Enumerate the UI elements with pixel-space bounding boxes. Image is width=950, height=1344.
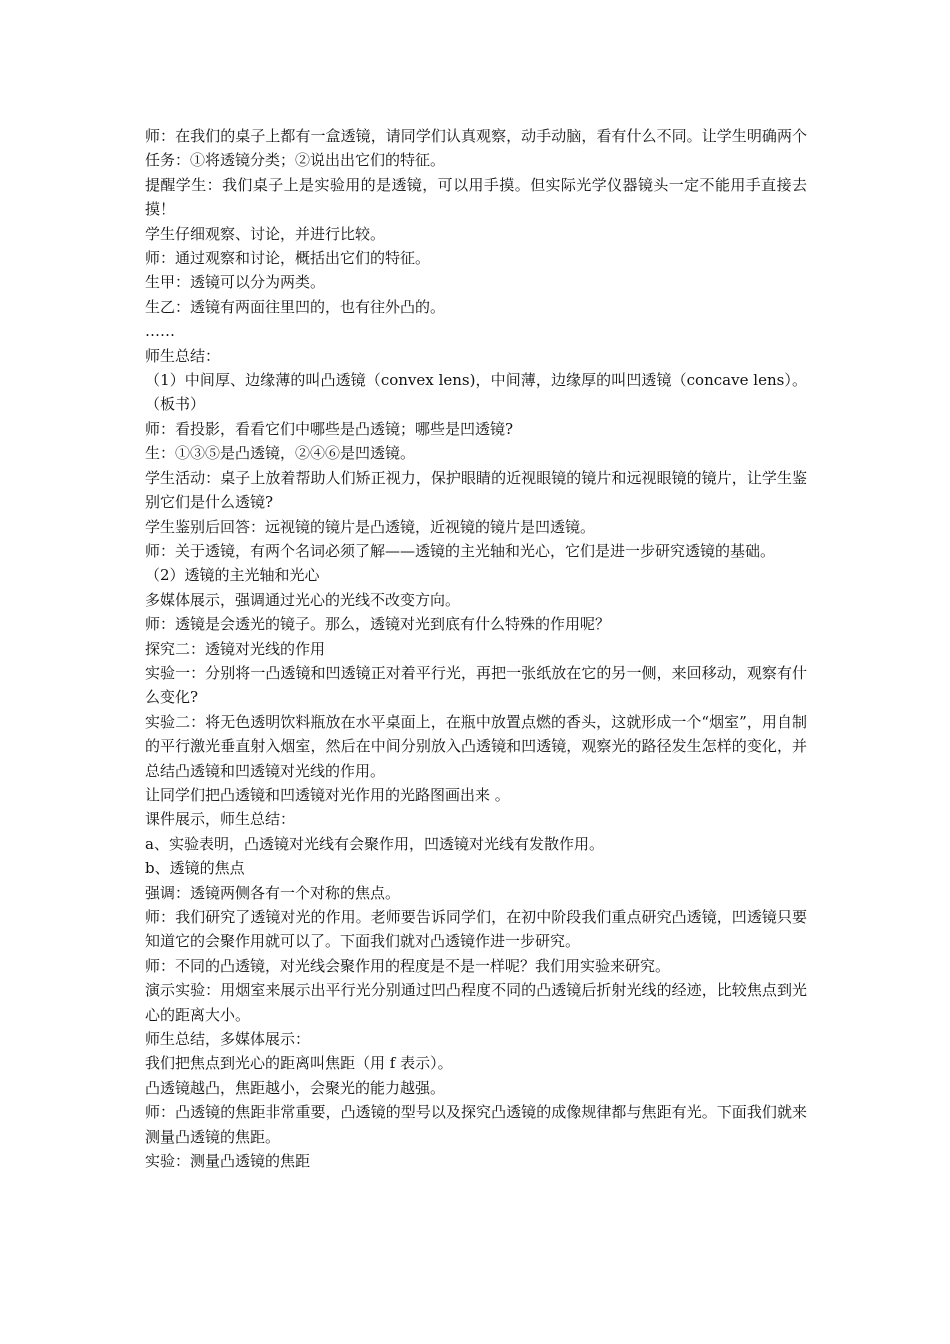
paragraph-ellipsis: …… [145, 322, 175, 341]
paragraph-student-activity: 学生活动：桌子上放着帮助人们矫正视力，保护眼睛的近视眼镜的镜片和远视眼镜的镜片，让学生鉴别它们是什么透镜? [145, 468, 807, 512]
paragraph-demo-experiment: 演示实验：用烟室来展示出平行光分别通过凹凸程度不同的凸透镜后折射光线的经迹，比较焦点到光心的距离大小。 [145, 981, 807, 1024]
paragraph-experiment-one: 实验一：分别将一凸透镜和凹透镜正对着平行光，再把一张纸放在它的另一侧，来回移动，观察有什么变化? [145, 663, 807, 707]
document-body [145, 124, 807, 1173]
paragraph-courseware-summary: 课件展示，师生总结： [145, 810, 296, 829]
paragraph-lens-question: 师：透镜是会透光的镜子。那么，透镜对光到底有什么特殊的作用呢？ [145, 615, 611, 634]
paragraph-conclusion-b: b、透镜的焦点 [145, 859, 245, 878]
paragraph-reminder: 提醒学生：我们桌子上是实验用的是透镜，可以用手摸。但实际光学仪器镜头一定不能用手直接去摸！ [145, 175, 807, 219]
paragraph-measure-experiment: 实验：测量凸透镜的焦距 [145, 1152, 311, 1171]
paragraph-lens-definition: （1）中间厚、边缘薄的叫凸透镜（convex lens)，中间薄，边缘厚的叫凹透镜（concave lens）。（板书） [145, 371, 807, 414]
paragraph-inquiry-two: 探究二：透镜对光线的作用 [145, 639, 326, 658]
paragraph-summarize-features: 师：通过观察和讨论，概括出它们的特征。 [145, 249, 431, 268]
paragraph-multimedia-summary: 师生总结，多媒体展示： [145, 1030, 311, 1049]
paragraph-summary-heading: 师生总结： [145, 346, 221, 365]
paragraph-multimedia-optical-center: 多媒体展示，强调通过光心的光线不改变方向。 [145, 590, 461, 609]
paragraph-focal-length-definition: 我们把焦点到光心的距离叫焦距（用 f 表示）。 [145, 1054, 453, 1073]
paragraph-focal-emphasis: 强调：透镜两侧各有一个对称的焦点。 [145, 883, 401, 902]
paragraph-teacher-intro: 师：在我们的桌子上都有一盒透镜，请同学们认真观察，动手动脑，看有什么不同。让学生明确两个任务：①将透镜分类；②说出出它们的特征。 [145, 127, 807, 170]
paragraph-convergence-question: 师：不同的凸透镜，对光线会聚作用的程度是不是一样呢？我们用实验来研究。 [145, 956, 671, 975]
paragraph-conclusion-a: a、实验表明，凸透镜对光线有会聚作用，凹透镜对光线有发散作用。 [145, 834, 604, 853]
paragraph-convex-strength: 凸透镜越凸，焦距越小，会聚光的能力越强。 [145, 1078, 446, 1097]
paragraph-axis-intro: 师：关于透镜，有两个名词必须了解——透镜的主光轴和光心，它们是进一步研究透镜的基础。 [145, 541, 776, 560]
paragraph-observe: 学生仔细观察、讨论，并进行比较。 [145, 224, 386, 243]
paragraph-draw-diagram: 让同学们把凸透镜和凹透镜对光作用的光路图画出来 。 [145, 785, 510, 804]
paragraph-projection-question: 师：看投影，看看它们中哪些是凸透镜；哪些是凹透镜? [145, 419, 514, 438]
paragraph-convex-focus: 师：我们研究了透镜对光的作用。老师要告诉同学们，在初中阶段我们重点研究凸透镜，凹透镜只要知道它的会聚作用就可以了。下面我们就对凸透镜作进一步研究。 [145, 908, 807, 951]
paragraph-student-answer: 生：①③⑤是凸透镜，②④⑥是凹透镜。 [145, 444, 416, 463]
paragraph-experiment-two: 实验二：将无色透明饮料瓶放在水平桌面上，在瓶中放置点燃的香头，这就形成一个“烟室”，用自制的平行激光垂直射入烟室，然后在中间分别放入凸透镜和凹透镜，观察光的路径发生怎样的变化，并总结凸透镜和凹透镜对光线的作用。 [145, 712, 807, 780]
paragraph-focal-importance: 师：凸透镜的焦距非常重要，凸透镜的型号以及探究凸透镜的成像规律都与焦距有光。下面我们就来测量凸透镜的焦距。 [145, 1103, 807, 1146]
paragraph-student-a: 生甲：透镜可以分为两类。 [145, 273, 326, 292]
paragraph-identification-answer: 学生鉴别后回答：远视镜的镜片是凸透镜，近视镜的镜片是凹透镜。 [145, 517, 596, 536]
paragraph-student-b: 生乙：透镜有两面往里凹的，也有往外凸的。 [145, 297, 446, 316]
paragraph-axis-heading: （2）透镜的主光轴和光心 [145, 566, 320, 585]
